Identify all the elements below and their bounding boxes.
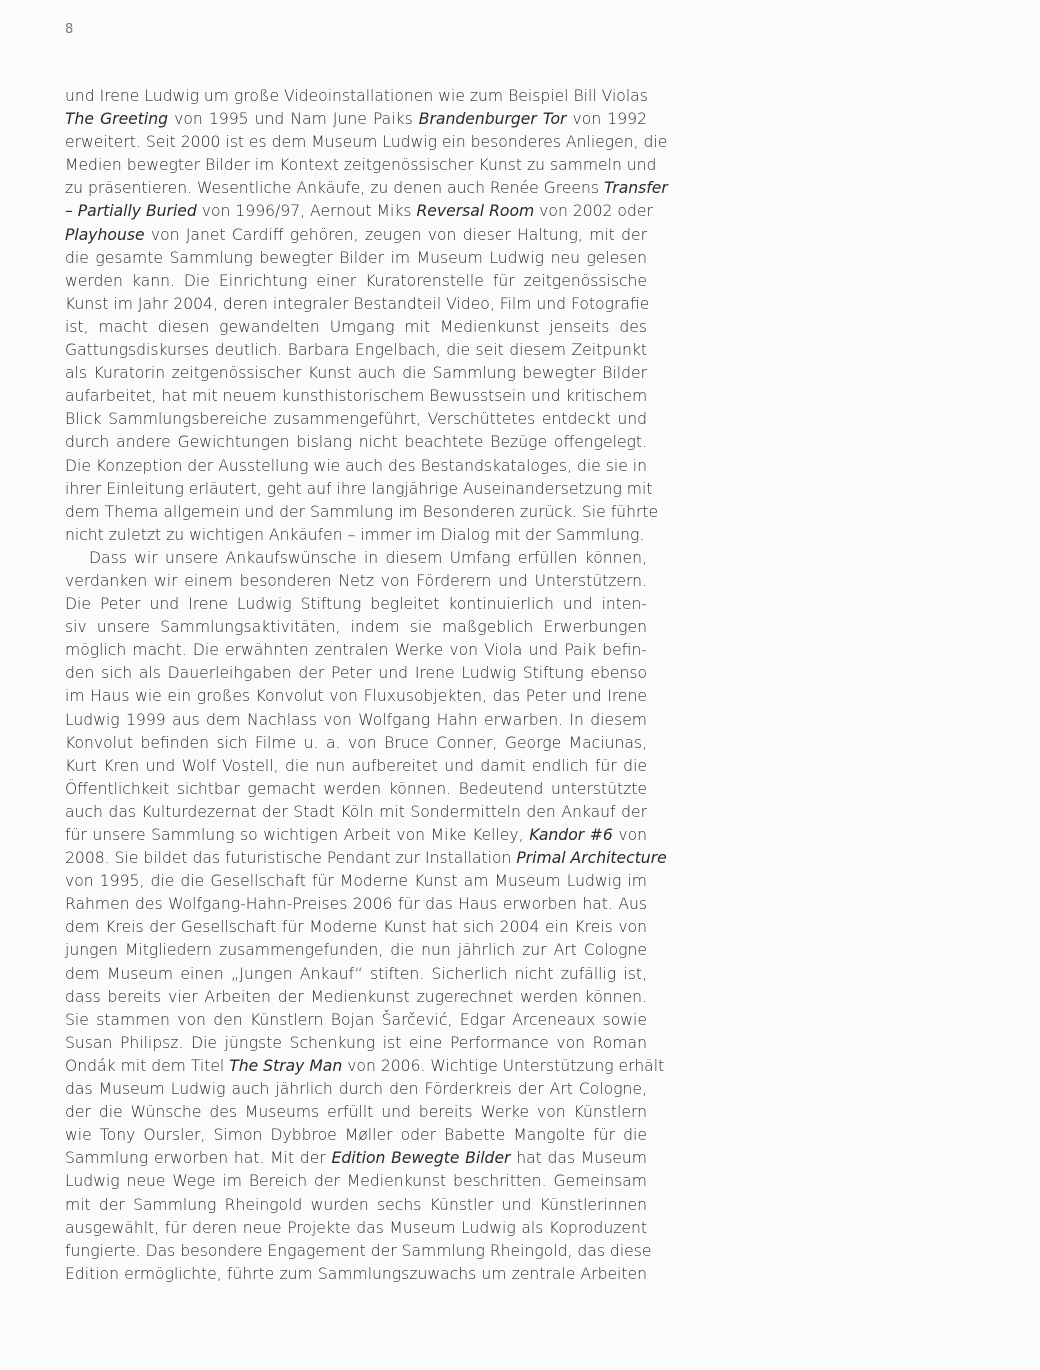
text-run: Susan Philipsz. Die jüngste Schenkung ist eine Performance von Roman xyxy=(65,1033,647,1052)
text-line xyxy=(65,685,647,708)
text-run: Dass wir unsere Ankaufswünsche in diesem Umfang erfüllen können, xyxy=(89,548,647,567)
text-line xyxy=(65,616,647,639)
text-line xyxy=(65,1147,647,1170)
text-run: die gesamte Sammlung bewegter Bilder im Museum Ludwig neu gelesen xyxy=(65,248,647,267)
text-line xyxy=(65,339,647,362)
text-run: dem Kreis der Gesellschaft für Moderne Kunst hat sich 2004 ein Kreis von xyxy=(65,918,647,937)
italic-title: – Partially Buried xyxy=(65,202,197,221)
text-run: jungen Mitgliedern zusammengefunden, die nun jährlich zur Art Cologne xyxy=(65,941,647,960)
text-run: Ondák mit dem Titel xyxy=(65,1056,230,1075)
text-line xyxy=(65,524,647,547)
text-line xyxy=(65,662,647,685)
text-line xyxy=(65,247,647,270)
italic-title: The Stray Man xyxy=(229,1056,343,1075)
text-line xyxy=(65,501,659,524)
text-line xyxy=(65,986,647,1009)
text-line xyxy=(65,1032,647,1055)
page-number: 8 xyxy=(65,22,74,37)
text-line xyxy=(65,108,647,131)
text-run: zu präsentieren. Wesentliche Ankäufe, zu denen auch Renée Greens xyxy=(65,179,604,198)
text-run: auch das Kulturdezernat der Stadt Köln mit Sondermitteln den Ankauf der xyxy=(65,802,647,821)
text-run: von 1992 xyxy=(566,110,647,129)
text-line xyxy=(65,847,667,870)
text-line xyxy=(65,270,647,293)
text-run: erweitert. Seit 2000 ist es dem Museum Ludwig ein besonderes Anliegen, die xyxy=(65,133,668,152)
italic-title: Transfer xyxy=(603,179,668,198)
text-run: von 1996/97, Aernout Miks xyxy=(196,202,417,221)
text-run: ausgewählt, für deren neue Projekte das Museum Ludwig als Koproduzent xyxy=(65,1218,647,1237)
text-run: Ludwig neue Wege im Bereich der Medienkunst beschritten. Gemeinsam xyxy=(65,1172,647,1191)
text-line xyxy=(65,455,647,478)
text-line xyxy=(65,1078,647,1101)
italic-title: Kandor #6 xyxy=(529,826,613,844)
text-line xyxy=(65,1009,647,1032)
text-line xyxy=(65,431,647,454)
text-run: von 2006. Wichtige Unterstützung erhält xyxy=(342,1056,665,1075)
text-line xyxy=(65,778,647,801)
text-line xyxy=(65,639,647,662)
text-run: der die Wünsche des Museums erfüllt und bereits Werke von Künstlern xyxy=(65,1103,647,1122)
text-run: fungierte. Das besondere Engagement der Sammlung Rheingold, das diese xyxy=(65,1241,652,1260)
text-run: wie Tony Oursler, Simon Dybbroe Møller oder Babette Mangolte für die xyxy=(65,1126,647,1145)
text-line xyxy=(65,893,647,916)
text-run: Die Konzeption der Ausstellung wie auch des Bestandskataloges, die sie in xyxy=(65,456,647,475)
text-run: Ludwig 1999 aus dem Nachlass von Wolfgang Hahn erwarben. In diesem xyxy=(65,710,647,729)
text-run: von 2002 oder xyxy=(534,202,653,221)
text-run: Konvolut befinden sich Filme u. a. von Bruce Conner, George Maciunas, xyxy=(65,733,647,752)
text-line xyxy=(65,824,647,847)
text-line xyxy=(65,1124,647,1147)
text-run: mit der Sammlung Rheingold wurden sechs Künstler und Künstlerinnen xyxy=(65,1195,647,1214)
text-run: von Janet Cardiff gehören, zeugen von dieser Haltung, mit der xyxy=(144,225,647,244)
text-run: als Kuratorin zeitgenössischer Kunst auch die Sammlung bewegter Bilder xyxy=(65,364,647,383)
text-line xyxy=(65,732,647,755)
body-text xyxy=(65,85,668,1286)
text-line xyxy=(65,963,647,986)
text-line xyxy=(65,154,657,177)
text-line xyxy=(65,1217,647,1240)
text-run: werden kann. Die Einrichtung einer Kuratorenstelle für zeitgenössische xyxy=(65,271,647,290)
text-line xyxy=(65,939,647,962)
text-run: ist, macht diesen gewandelten Umgang mit Medienkunst jenseits des xyxy=(65,317,647,336)
text-run: den sich als Dauerleihgaben der Peter und Irene Ludwig Stiftung ebenso xyxy=(65,664,647,683)
text-run: Edition ermöglichte, führte zum Sammlungszuwachs um zentrale Arbeiten xyxy=(65,1264,647,1283)
text-line xyxy=(65,1263,647,1286)
text-line xyxy=(65,362,647,385)
text-run: nicht zuletzt zu wichtigen Ankäufen – immer im Dialog mit der Sammlung. xyxy=(65,525,645,544)
text-line xyxy=(65,131,668,154)
text-line xyxy=(65,478,653,501)
text-line xyxy=(65,200,653,223)
text-run: und Irene Ludwig um große Videoinstallationen wie zum Beispiel Bill Violas xyxy=(65,87,648,105)
text-run: hat das Museum xyxy=(510,1149,647,1168)
text-run: von xyxy=(612,826,648,844)
text-line xyxy=(65,408,647,431)
text-run: Medien bewegter Bilder im Kontext zeitgenössischer Kunst zu sammeln und xyxy=(65,156,657,175)
text-run: aufarbeitet, hat mit neuem kunsthistorischem Bewusstsein und kritischem xyxy=(65,387,648,406)
italic-title: Edition Bewegte Bilder xyxy=(331,1149,511,1168)
text-run: Rahmen des Wolfgang-Hahn-Preises 2006 für das Haus erworben hat. Aus xyxy=(65,895,647,914)
text-run: dem Museum einen „Jungen Ankauf“ stiften. Sicherlich nicht zufällig ist, xyxy=(65,964,647,983)
text-line xyxy=(65,1055,665,1078)
italic-title: The Greeting xyxy=(65,110,169,129)
text-line xyxy=(65,916,647,939)
text-line xyxy=(65,1240,652,1263)
text-line xyxy=(65,547,647,570)
text-run: Sie stammen von den Künstlern Bojan Šarčević, Edgar Arceneaux sowie xyxy=(65,1010,647,1029)
text-line xyxy=(65,801,647,824)
text-run: möglich macht. Die erwähnten zentralen Werke von Viola und Paik befin- xyxy=(65,641,647,660)
text-line xyxy=(65,1101,647,1124)
text-run: dem Thema allgemein und der Sammlung im Besonderen zurück. Sie führte xyxy=(65,502,659,521)
text-run: verdanken wir einem besonderen Netz von Förderern und Unterstützern. xyxy=(65,571,647,590)
text-run: ihrer Einleitung erläutert, geht auf ihre langjährige Auseinandersetzung mit xyxy=(65,479,653,498)
text-run: Kunst im Jahr 2004, deren integraler Bestandteil Video, Film und Fotografie xyxy=(65,294,650,313)
text-run: von 1995 und Nam June Paiks xyxy=(168,110,419,129)
text-line xyxy=(65,1170,647,1193)
text-run: für unsere Sammlung so wichtigen Arbeit von Mike Kelley, xyxy=(65,826,530,844)
text-line xyxy=(65,316,647,339)
text-run: Blick Sammlungsbereiche zusammengeführt, Verschüttetes entdeckt und xyxy=(65,410,647,429)
text-run: Gattungsdiskurses deutlich. Barbara Engelbach, die seit diesem Zeitpunkt xyxy=(65,341,647,360)
text-line xyxy=(65,85,647,108)
text-run: Sammlung erworben hat. Mit der xyxy=(65,1149,332,1168)
text-run: von 1995, die die Gesellschaft für Moderne Kunst am Museum Ludwig im xyxy=(65,872,647,891)
text-line xyxy=(65,293,650,316)
text-run: durch andere Gewichtungen bislang nicht beachtete Bezüge offengelegt. xyxy=(65,433,647,452)
text-run: Die Peter und Irene Ludwig Stiftung begleitet kontinuierlich und inten- xyxy=(65,595,647,614)
text-run: dass bereits vier Arbeiten der Medienkunst zugerechnet werden können. xyxy=(65,987,647,1006)
text-run: siv unsere Sammlungsaktivitäten, indem sie maßgeblich Erwerbungen xyxy=(65,618,647,637)
text-line xyxy=(65,177,668,200)
text-line xyxy=(65,385,647,408)
text-line xyxy=(65,224,647,247)
italic-title: Brandenburger Tor xyxy=(418,110,567,129)
text-run: das Museum Ludwig auch jährlich durch den Förderkreis der Art Cologne, xyxy=(65,1080,647,1099)
text-line xyxy=(65,1194,647,1217)
text-line xyxy=(65,570,647,593)
text-line xyxy=(65,593,647,616)
italic-title: Primal Architecture xyxy=(516,849,667,868)
text-run: Öffentlichkeit sichtbar gemacht werden können. Bedeutend unterstützte xyxy=(65,779,647,798)
text-run: Kurt Kren und Wolf Vostell, die nun aufbereitet und damit endlich für die xyxy=(65,756,647,775)
text-line xyxy=(65,709,647,732)
italic-title: Reversal Room xyxy=(416,202,535,221)
text-line xyxy=(65,870,647,893)
italic-title: Playhouse xyxy=(65,225,145,244)
text-line xyxy=(65,755,647,778)
text-run: im Haus wie ein großes Konvolut von Fluxusobjekten, das Peter und Irene xyxy=(65,687,647,706)
text-run: 2008. Sie bildet das futuristische Pendant zur Installation xyxy=(65,849,517,868)
